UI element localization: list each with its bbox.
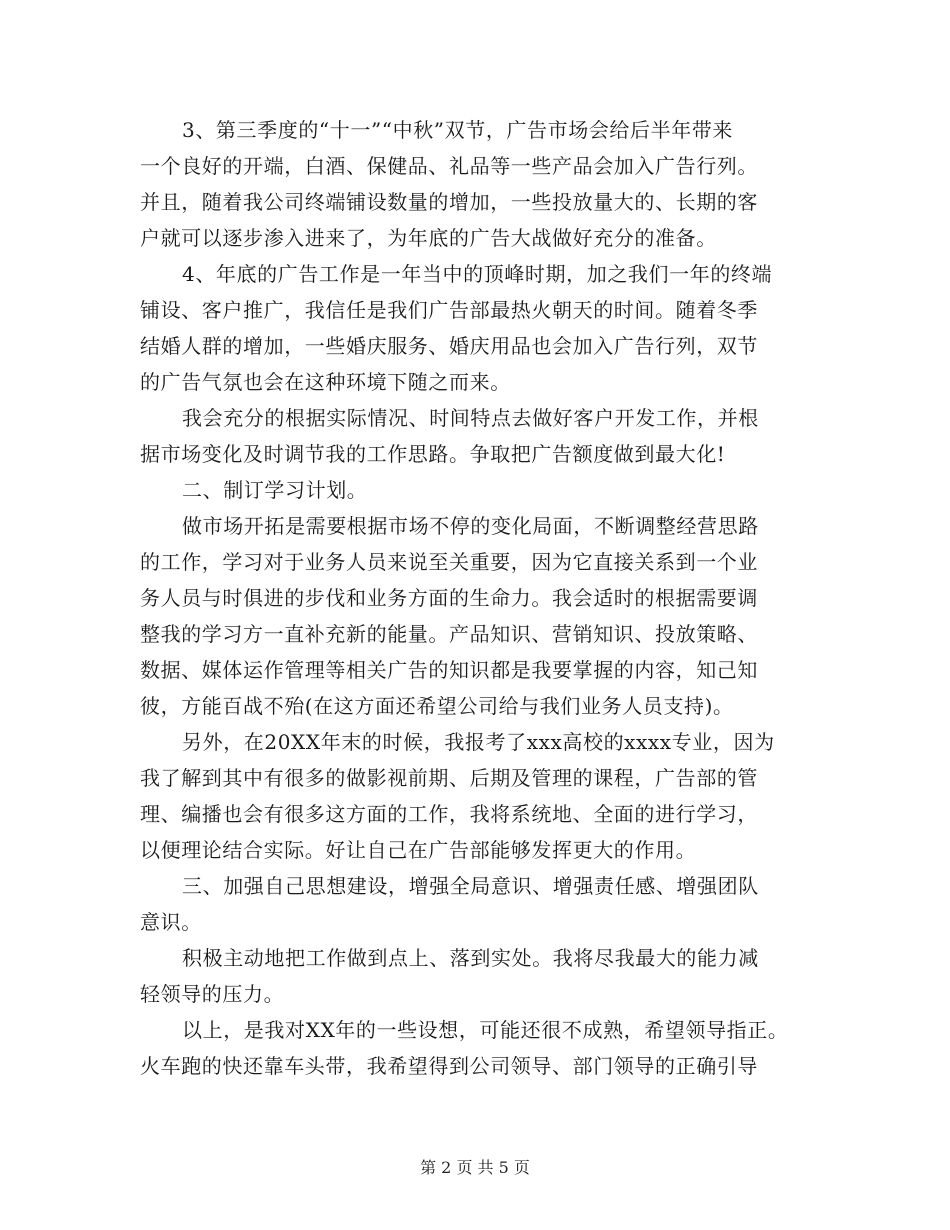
document-body xyxy=(140,112,820,1084)
text-line: 务人员与时俱进的步伐和业务方面的生命力。我会适时的根据需要调 xyxy=(140,586,758,610)
text-line: 铺设、客户推广，我信任是我们广告部最热火朝天的时间。随着冬季 xyxy=(140,298,758,322)
text-line: 理、编播也会有很多这方面的工作，我将系统地、全面的进行学习， xyxy=(140,802,758,826)
text-line: 整我的学习方一直补充新的能量。产品知识、营销知识、投放策略、 xyxy=(140,622,758,646)
text-line: 户就可以逐步渗入进来了，为年底的广告大战做好充分的准备。 xyxy=(140,226,717,250)
text-line: 数据、媒体运作管理等相关广告的知识都是我要掌握的内容，知己知 xyxy=(140,658,758,682)
text-line: 我会充分的根据实际情况、时间特点去做好客户开发工作，并根 xyxy=(182,406,759,430)
text-line: 结婚人群的增加，一些婚庆服务、婚庆用品也会加入广告行列，双节 xyxy=(140,334,758,358)
page-number-footer: 第 2 页 共 5 页 xyxy=(420,1158,530,1177)
text-line: 并且，随着我公司终端铺设数量的增加，一些投放量大的、长期的客 xyxy=(140,190,758,214)
text-line: 做市场开拓是需要根据市场不停的变化局面，不断调整经营思路 xyxy=(182,514,759,538)
text-line: 据市场变化及时调节我的工作思路。争取把广告额度做到最大化! xyxy=(140,442,726,466)
text-line: 火车跑的快还靠车头带，我希望得到公司领导、部门领导的正确引导 xyxy=(140,1054,758,1078)
text-line: 的广告气氛也会在这种环境下随之而来。 xyxy=(140,370,511,394)
text-line: 积极主动地把工作做到点上、落到实处。我将尽我最大的能力减 xyxy=(182,946,759,970)
section-heading: 二、制订学习计划。 xyxy=(182,478,368,502)
text-line: 的工作，学习对于业务人员来说至关重要，因为它直接关系到一个业 xyxy=(140,550,758,574)
text-line: 另外，在20XX年末的时候，我报考了xxx高校的xxxx专业，因为 xyxy=(182,730,775,754)
section-heading: 三、加强自己思想建设，增强全局意识、增强责任感、增强团队 xyxy=(182,874,759,898)
text-line: 以便理论结合实际。好让自己在广告部能够发挥更大的作用。 xyxy=(140,838,697,862)
text-line: 以上，是我对XX年的一些设想，可能还很不成熟，希望领导指正。 xyxy=(182,1018,789,1042)
text-line: 轻领导的压力。 xyxy=(140,982,285,1006)
text-line: 我了解到其中有很多的做影视前期、后期及管理的课程，广告部的管 xyxy=(140,766,758,790)
text-line: 4、年底的广告工作是一年当中的顶峰时期，加之我们一年的终端 xyxy=(182,262,773,286)
text-line: 意识。 xyxy=(140,910,202,934)
text-line: 一个良好的开端，白酒、保健品、礼品等一些产品会加入广告行列。 xyxy=(140,154,758,178)
text-line: 3、第三季度的“十一”“中秋”双节，广告市场会给后半年带来 xyxy=(182,118,734,142)
text-line: 彼，方能百战不殆(在这方面还希望公司给与我们业务人员支持)。 xyxy=(140,694,734,718)
